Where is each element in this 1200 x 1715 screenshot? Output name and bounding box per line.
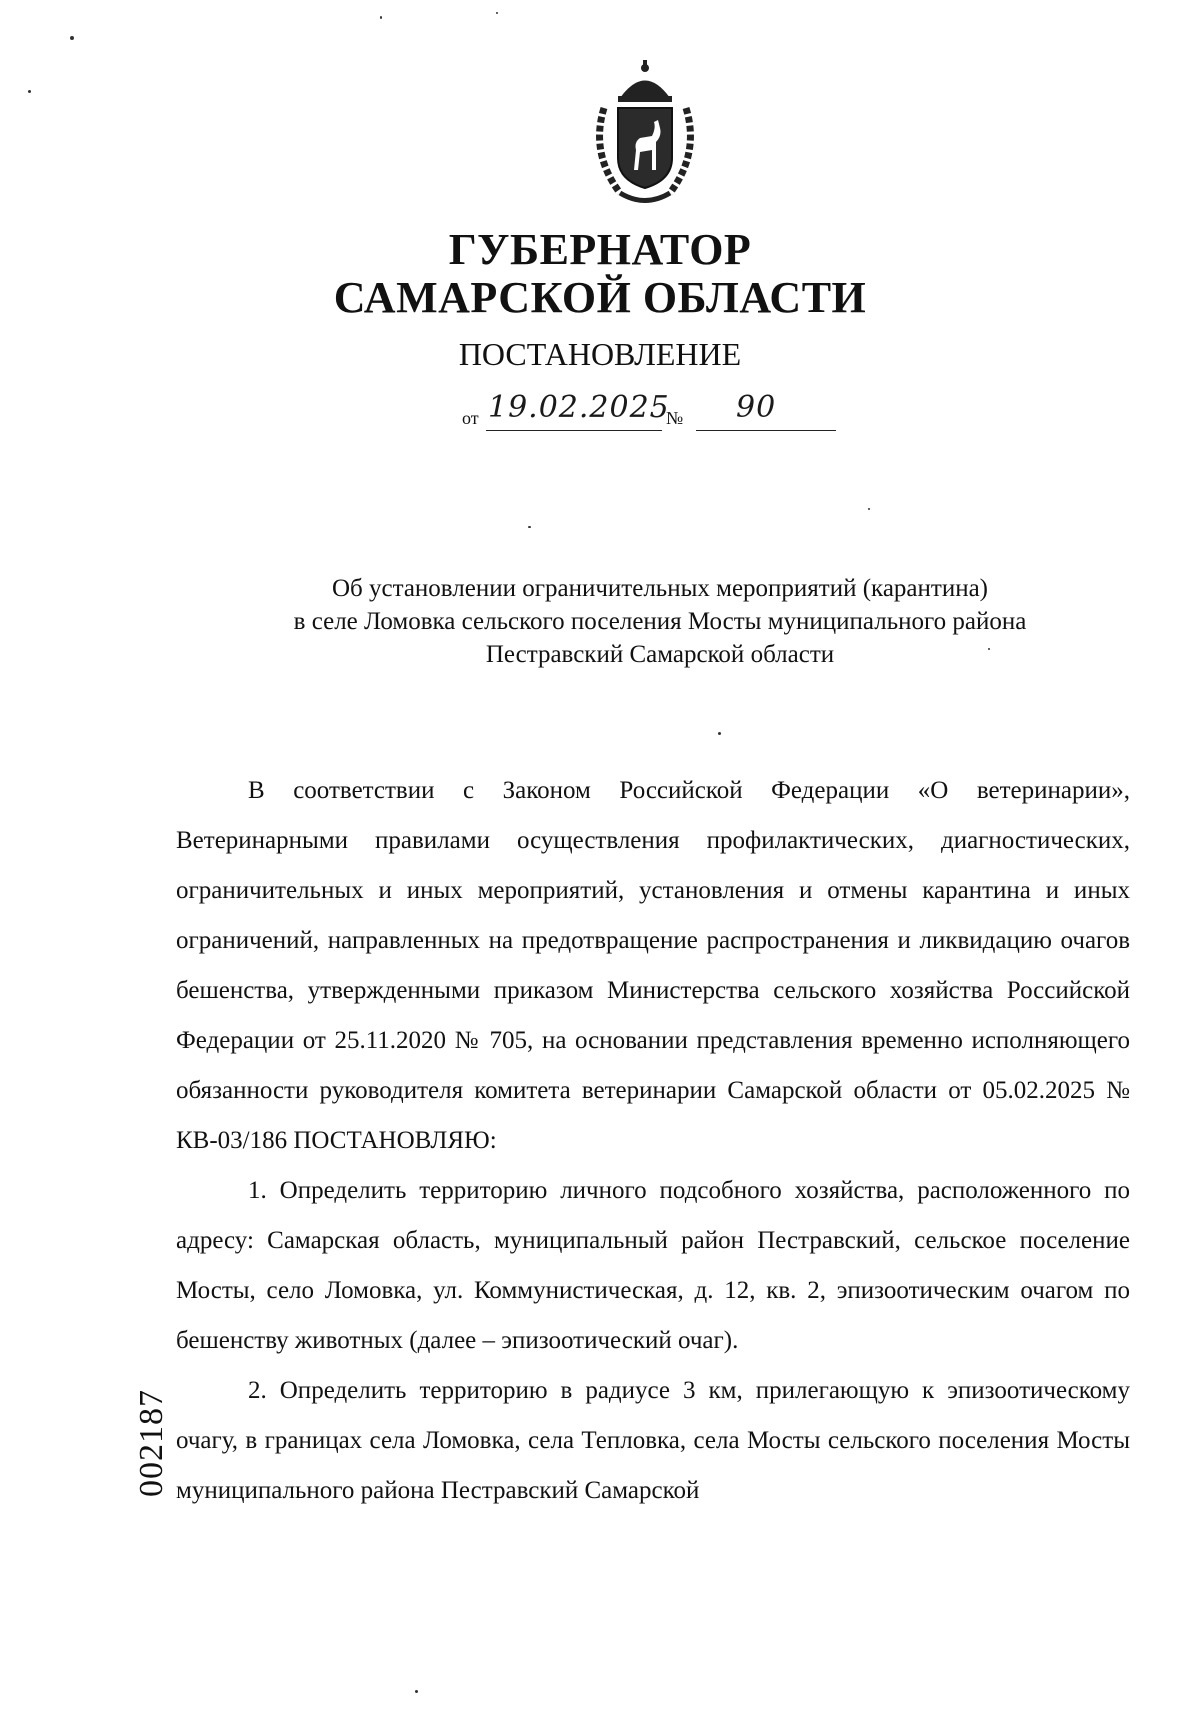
scan-speck [70,36,74,40]
clause-1-paragraph: 1. Определить территорию личного подсобного хозяйства, расположенного по адресу: Самарская область, муниципальный район Пестравский, сельское поселение Мосты, село Ломовка, ул. Коммунистическая, д. 12, кв. 2, эпизоотическим очагом по бешенству животных (далее – эпизоотический очаг). [176,1177,1130,1354]
document-number: 90 [736,390,777,425]
scan-speck [718,732,721,735]
document-subject [240,572,1080,671]
vertical-registration-number: 002187 [133,1389,170,1497]
subject-line: в селе Ломовка сельского поселения Мосты муниципального района [293,608,1027,635]
authority-title-line1: ГУБЕРНАТОР [448,225,752,274]
scan-speck [496,12,498,14]
samara-coat-of-arms-icon [590,58,700,208]
scan-speck [380,16,382,19]
scan-speck [528,526,531,528]
authority-title-line2: САМАРСКОЙ ОБЛАСТИ [333,273,867,322]
document-dateline [462,390,862,432]
scan-speck [988,648,990,650]
subject-line: Об установлении ограничительных мероприятий (карантина) [331,575,989,602]
document-date: 19.02.2025 [488,390,670,425]
number-sign-label: № [666,408,684,428]
scan-speck [28,90,31,93]
scan-speck [415,1690,418,1693]
number-underline [696,430,836,431]
date-underline [486,430,662,431]
clause-2-paragraph: 2. Определить территорию в радиусе 3 км, прилегающую к эпизоотическому очагу, в границах села Ломовка, села Тепловка, села Мосты сельского поселения Мосты муниципального района Пестравский Самарской [176,1377,1130,1504]
document-body [176,766,1130,1516]
subject-line: Пестравский Самарской области [485,641,835,668]
preamble-paragraph: В соответствии с Законом Российской Федерации «О ветеринарии», Ветеринарными правилами осуществления профилактических, диагностических, ограничительных и иных мероприятий, установления и отмены карантина и иных ограничений, направленных на предотвращение распространения и ликвидацию очагов бешенства, утвержденными приказом Министерства сельского хозяйства Российской Федерации от 25.11.2020 № 705, на основании представления временно исполняющего обязанности руководителя комитета ветеринарии Самарской области от 05.02.2025 № КВ-03/186 ПОСТАНОВЛЯЮ: [176,777,1130,1154]
document-type: ПОСТАНОВЛЕНИЕ [458,336,742,372]
scan-speck [868,508,870,510]
date-prefix-label: от [462,408,479,428]
